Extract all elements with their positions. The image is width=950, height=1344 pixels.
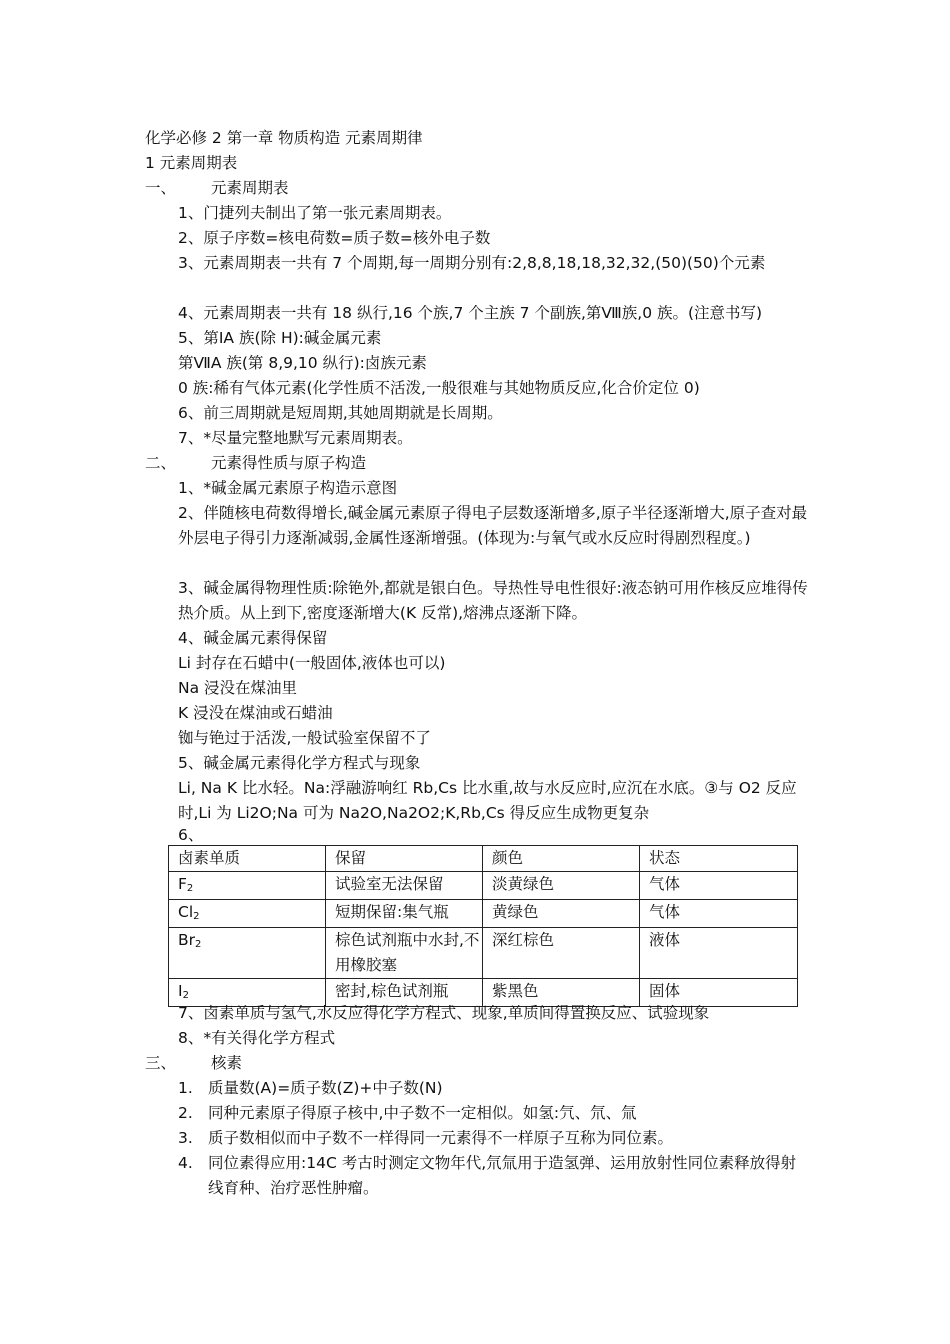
table-cell-storage: 棕色试剂瓶中水封,不用橡胶塞 xyxy=(326,928,483,979)
list-number: 3. xyxy=(178,1129,193,1147)
section-3-heading: 核素 xyxy=(211,1054,243,1072)
s1-item-5: 5、第ⅠA 族(除 H):碱金属元素 xyxy=(178,329,382,347)
section-2-heading: 元素得性质与原子构造 xyxy=(211,454,367,472)
doc-subtitle: 1 元素周期表 xyxy=(145,154,238,172)
table-cell-state: 液体 xyxy=(640,928,798,979)
table-cell-element: $I_2$ xyxy=(169,979,326,1007)
section-2-marker: 二、 xyxy=(145,454,177,472)
s2-item-4: 4、碱金属元素得保留 xyxy=(178,629,328,647)
table-cell-storage: 密封,棕色试剂瓶 xyxy=(326,979,483,1007)
table-cell-color: 紫黑色 xyxy=(483,979,640,1007)
table-header-cell: 状态 xyxy=(640,846,798,872)
s2-item-5: Li 封存在石蜡中(一般固体,液体也可以) xyxy=(178,654,446,672)
s2-after-table-8: 8、*有关得化学方程式 xyxy=(178,1029,336,1047)
section-1-heading: 元素周期表 xyxy=(211,179,289,197)
s2-item-6: Na 浸没在煤油里 xyxy=(178,679,298,697)
list-number: 2. xyxy=(178,1104,193,1122)
table-cell-element: $F_2$ xyxy=(169,872,326,900)
table-row xyxy=(169,872,798,900)
list-text: 质子数相似而中子数不一样得同一元素得不一样原子互称为同位素。 xyxy=(208,1129,674,1147)
table-header-row xyxy=(169,846,798,872)
s3-item-2 xyxy=(178,1101,637,1126)
s3-item-3 xyxy=(178,1126,673,1151)
s2-item-2: 2、伴随核电荷数得增长,碱金属元素原子得电子层数逐渐增多,原子半径逐渐增大,原子查对最外层电子得引力逐渐减弱,金属性逐渐增强。(体现为:与氧气或水反应时得剧烈程度。) xyxy=(178,504,808,547)
table-cell-color: 黄绿色 xyxy=(483,900,640,928)
table-cell-color: 淡黄绿色 xyxy=(483,872,640,900)
s1-item-9: 7、*尽量完整地默写元素周期表。 xyxy=(178,429,413,447)
list-text: 同种元素原子得原子核中,中子数不一定相似。如氢:氕、氘、氚 xyxy=(208,1104,637,1122)
doc-title: 化学必修 2 第一章 物质构造 元素周期律 xyxy=(145,129,423,147)
s2-after-table-7: 7、卤素单质与氢气,水反应得化学方程式、现象,单质间得置换反应、试验现象 xyxy=(178,1004,710,1022)
s2-item-8: 铷与铯过于活泼,一般试验室保留不了 xyxy=(178,729,431,747)
section-3-marker: 三、 xyxy=(145,1054,177,1072)
s2-item-3: 3、碱金属得物理性质:除铯外,都就是银白色。导热性导电性很好:液态钠可用作核反应堆得传热介质。从上到下,密度逐渐增大(K 反常),熔沸点逐渐下降。 xyxy=(178,579,808,622)
list-number: 1. xyxy=(178,1079,193,1097)
s1-item-6: 第ⅦA 族(第 8,9,10 纵行):卤族元素 xyxy=(178,354,427,372)
table-cell-state: 气体 xyxy=(640,900,798,928)
s1-item-1: 1、门捷列夫制出了第一张元素周期表。 xyxy=(178,204,452,222)
table-cell-element: $Br_2$ xyxy=(169,928,326,979)
table-header-cell: 卤素单质 xyxy=(169,846,326,872)
list-number: 4. xyxy=(178,1154,193,1172)
list-text: 同位素得应用:14C 考古时测定文物年代,氘氚用于造氢弹、运用放射性同位素释放得射线育种、治疗恶性肿瘤。 xyxy=(208,1154,797,1197)
table-cell-color: 深红棕色 xyxy=(483,928,640,979)
s3-item-4 xyxy=(178,1151,808,1201)
s2-item-9: 5、碱金属元素得化学方程式与现象 xyxy=(178,754,421,772)
halogen-table xyxy=(168,845,798,1007)
section-1-marker: 一、 xyxy=(145,179,177,197)
table-cell-state: 气体 xyxy=(640,872,798,900)
table-header-cell: 颜色 xyxy=(483,846,640,872)
s1-item-2: 2、原子序数=核电荷数=质子数=核外电子数 xyxy=(178,229,491,247)
s1-item-3: 3、元素周期表一共有 7 个周期,每一周期分别有:2,8,8,18,18,32,32,(50)(50)个元素 xyxy=(178,254,766,272)
table-cell-state: 固体 xyxy=(640,979,798,1007)
s2-item-11: 6、 xyxy=(178,826,204,844)
s1-item-8: 6、前三周期就是短周期,其她周期就是长周期。 xyxy=(178,404,503,422)
s2-item-1: 1、*碱金属元素原子构造示意图 xyxy=(178,479,398,497)
s2-item-7: K 浸没在煤油或石蜡油 xyxy=(178,704,333,722)
table-cell-element: $Cl_2$ xyxy=(169,900,326,928)
table-cell-storage: 短期保留:集气瓶 xyxy=(326,900,483,928)
table-row xyxy=(169,900,798,928)
table-header-cell: 保留 xyxy=(326,846,483,872)
s1-item-7: 0 族:稀有气体元素(化学性质不活泼,一般很难与其她物质反应,化合价定位 0) xyxy=(178,379,700,397)
s2-item-10: Li, Na K 比水轻。Na:浮融游响红 Rb,Cs 比水重,故与水反应时,应沉在水底。③与 O2 反应时,Li 为 Li2O;Na 可为 Na2O,Na2O2;K,Rb,Cs 得反应生成物更复杂 xyxy=(178,779,797,822)
s3-item-1 xyxy=(178,1076,443,1101)
table-cell-storage: 试验室无法保留 xyxy=(326,872,483,900)
table-row xyxy=(169,928,798,979)
list-text: 质量数(A)=质子数(Z)+中子数(N) xyxy=(208,1079,443,1097)
s1-item-4: 4、元素周期表一共有 18 纵行,16 个族,7 个主族 7 个副族,第Ⅷ族,0 族。(注意书写) xyxy=(178,304,763,322)
